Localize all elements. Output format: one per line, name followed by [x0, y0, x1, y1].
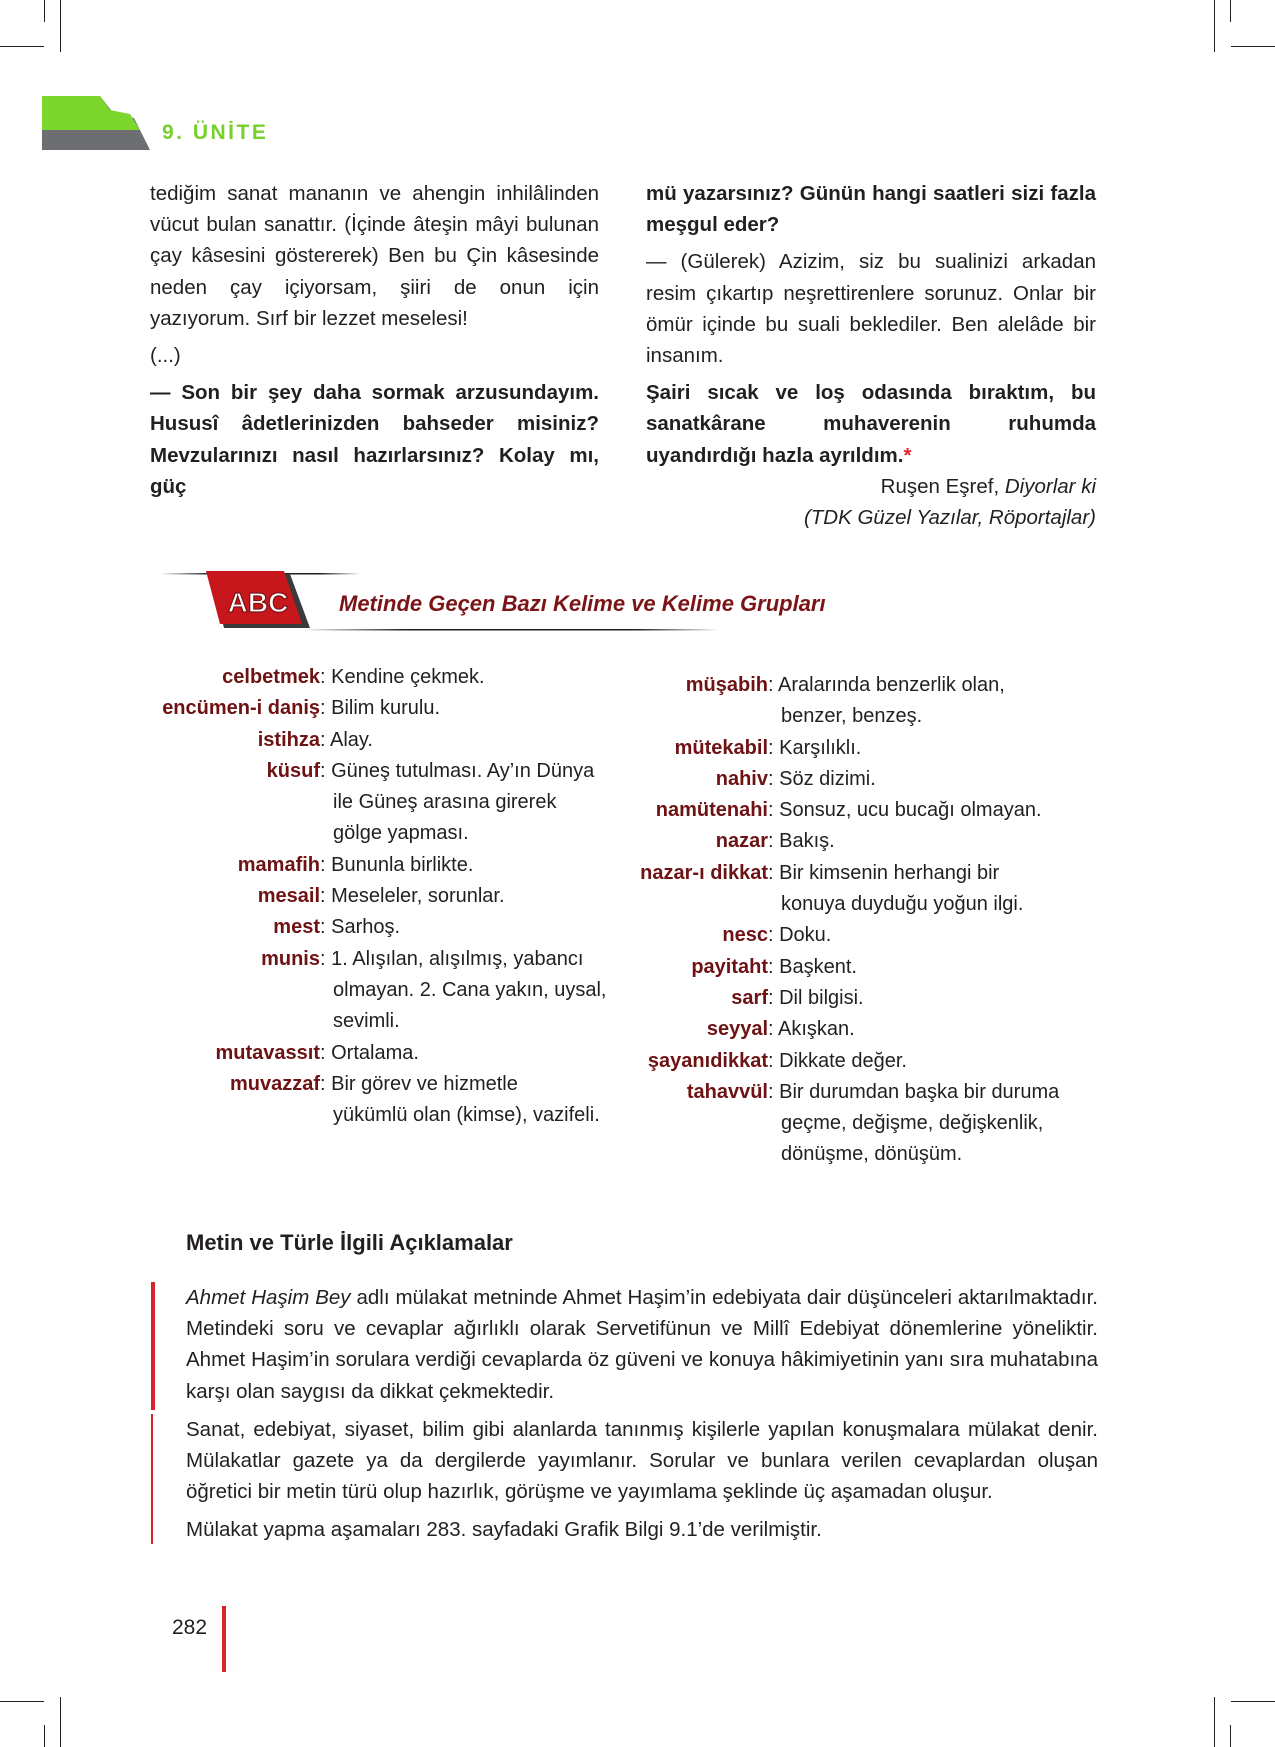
glossary-term: nesc: [722, 924, 768, 947]
explanation-body: [186, 1282, 1098, 1553]
glossary-entry: [614, 795, 1059, 826]
text-title: Ahmet Haşim Bey: [186, 1286, 351, 1309]
explanation-paragraph: [186, 1282, 1098, 1407]
glossary-definition: : Meseleler, sorunlar.: [320, 885, 505, 908]
glossary-definition: : Dikkate değer.: [768, 1049, 907, 1072]
citation-work: Diyorlar ki: [1004, 474, 1096, 498]
glossary-definition: : Sarhoş.: [320, 916, 401, 939]
explanation-paragraph: Sanat, edebiyat, siyaset, bilim gibi alanlarda tanınmış kişilerle yapılan konuşmalara mülakat denir. Mülakatlar gazete ya da dergilerde yayımlanır. Sorular ve bunlara verilen cevaplardan oluşan öğretici bir metin türü olup hazırlık, görüşme ve yayımlama şeklinde üç aşamadan oluşur.: [186, 1417, 1098, 1504]
glossary-term: payitaht: [691, 955, 768, 978]
ellipsis: (...): [150, 344, 181, 368]
glossary-definition: : Söz dizimi.: [768, 767, 876, 790]
glossary-entry: [614, 764, 1059, 795]
glossary-term: muvazzaf: [229, 1072, 320, 1095]
glossary-term: nahiv: [715, 767, 768, 790]
glossary-entry: [614, 920, 1059, 951]
glossary-definition-continued: olmayan. 2. Cana yakın, uysal,: [333, 978, 607, 1001]
footnote-star: *: [903, 443, 912, 467]
glossary-definition: : Güneş tutulması. Ay’ın Dünya: [320, 759, 595, 782]
page-number: 282: [172, 1616, 208, 1639]
closing-text: Şairi sıcak ve loş odasında bıraktım, bu sanatkârane muhaverenin ruhumda uyandırdığı hazla ayrıldım.: [646, 381, 1096, 467]
citation-author: Ruşen Eşref,: [880, 474, 1000, 498]
glossary-definition: : Akışkan.: [768, 1018, 855, 1041]
citation-author-line: [646, 471, 1096, 502]
glossary-definition-continued: konuya duyduğu yoğun ilgi.: [781, 893, 1024, 916]
glossary-definition: : Ortalama.: [320, 1041, 419, 1064]
glossary-term: istihza: [257, 728, 320, 751]
glossary-entry: [614, 1014, 1059, 1045]
glossary-term: namütenahi: [655, 799, 768, 822]
glossary-entry: [614, 983, 1059, 1014]
glossary-term: tahavvül: [686, 1080, 768, 1103]
glossary-entry: [144, 850, 606, 881]
glossary-entry: [614, 1046, 1059, 1077]
accent-bar-lower: [151, 1414, 153, 1544]
glossary-definition: : Bilim kurulu.: [320, 697, 441, 720]
glossary-term: mesail: [257, 885, 320, 908]
glossary-entry: [144, 912, 606, 943]
glossary-definition-continued: geçme, değişme, değişkenlik,: [781, 1112, 1044, 1135]
glossary-definition-continued: yükümlü olan (kimse), vazifeli.: [333, 1104, 600, 1127]
interview-question: — Son bir şey daha sormak arzusundayım. Hususî âdetlerinizden bahseder misiniz? Mevzularınızı nasıl hazırlarsınız? Kolay mı, güç: [150, 381, 599, 498]
glossary-definition: : Kendine çekmek.: [320, 666, 485, 688]
glossary-term: şayanıdikkat: [647, 1049, 768, 1072]
glossary-entry: [614, 858, 1059, 889]
glossary-definition: : Aralarında benzerlik olan,: [768, 674, 1005, 696]
citation-source-line: [646, 502, 1096, 533]
glossary-term: müşabih: [685, 674, 768, 696]
glossary-definition: : Bir kimsenin herhangi bir: [768, 861, 1000, 884]
glossary-definition: : Karşılıklı.: [768, 736, 862, 759]
page-number-bar: [222, 1606, 226, 1672]
glossary-term: küsuf: [266, 759, 320, 782]
glossary-entry: [144, 1069, 606, 1100]
left-paragraph: tediğim sanat mananın ve ahengin inhilâlinden vücut bulan sanattır. (İçinde âteşin mâyi bulunan çay kâsesini göstererek) Ben bu Çin kâsesinde neden çay içiyorsam, şiiri de onun için yazıyorum. Sırf bir lezzet meselesi!: [150, 182, 599, 330]
glossary-entry: [144, 662, 606, 693]
glossary-title: Metinde Geçen Bazı Kelime ve Kelime Grupları: [339, 591, 826, 616]
glossary-entry: [614, 733, 1059, 764]
glossary-term: mütekabil: [674, 736, 768, 759]
explanation-paragraph: Mülakat yapma aşamaları 283. sayfadaki Grafik Bilgi 9.1’de verilmiştir.: [186, 1518, 822, 1542]
glossary-entry: [144, 1038, 606, 1069]
glossary-term: seyyal: [706, 1018, 768, 1041]
glossary-definition: : Doku.: [768, 924, 832, 947]
glossary-entry: [144, 756, 606, 787]
glossary-definition: : Sonsuz, ucu bucağı olmayan.: [768, 799, 1042, 822]
glossary-definition: : Başkent.: [768, 955, 857, 978]
glossary-entry: [614, 670, 1059, 701]
glossary-definition-continued: gölge yapması.: [333, 822, 469, 845]
glossary-definition: : Dil bilgisi.: [768, 986, 864, 1009]
citation-source: (TDK Güzel Yazılar, Röportajlar): [803, 506, 1096, 530]
glossary-definition: : Bir görev ve hizmetle: [320, 1072, 518, 1095]
glossary-definition: : Alay.: [320, 728, 373, 751]
left-column: [150, 178, 599, 508]
glossary-definition: : Bir durumdan başka bir duruma: [768, 1080, 1060, 1103]
glossary-term: mamafih: [237, 853, 320, 876]
glossary-definition: : 1. Alışılan, alışılmış, yabancı: [320, 947, 584, 970]
glossary-term: celbetmek: [222, 666, 320, 688]
explanation-text: adlı mülakat metninde Ahmet Haşim’in edebiyata dair düşünceleri aktarılmaktadır. Metindeki soru ve cevaplar ağırlıklı olarak Servetifünun ve Millî Edebiyat dönemlerine yöneliktir. Ahmet Haşim’in sorulara verdiği cevaplarda öz güveni ve konuya hâkimiyetinin yanı sıra muhatabına karşı olan saygısı da dikkat çekmektedir.: [186, 1286, 1098, 1403]
glossary-term: nazar-ı dikkat: [640, 861, 768, 884]
glossary-definition: : Bununla birlikte.: [320, 853, 474, 876]
glossary-term: munis: [261, 947, 320, 970]
glossary-term: mest: [273, 916, 320, 939]
unit-tab-shape: [42, 96, 152, 150]
glossary-entry: [614, 1077, 1059, 1108]
glossary-right-list: [614, 670, 1059, 1171]
glossary-term: sarf: [731, 986, 768, 1009]
glossary-entry: [144, 693, 606, 724]
question-continuation: mü yazarsınız? Günün hangi saatleri sizi fazla meşgul eder?: [646, 182, 1096, 237]
glossary-entry: [614, 952, 1059, 983]
glossary-left-list: [144, 662, 606, 1131]
interview-answer: — (Gülerek) Azizim, siz bu sualinizi arkadan resim çıkartıp neşrettirenlere sorunuz. Onlar bir ömür içinde bu suali beklediler. Ben alelâde bir insanım.: [646, 250, 1096, 368]
glossary-term: encümen-i daniş: [162, 697, 320, 720]
glossary-definition: : Bakış.: [768, 830, 835, 853]
glossary-definition-continued: sevimli.: [333, 1010, 400, 1033]
accent-bar: [151, 1282, 155, 1410]
glossary-entry: [144, 881, 606, 912]
glossary-entry: [144, 944, 606, 975]
abc-icon: ABC: [227, 587, 289, 618]
glossary-definition-continued: benzer, benzeş.: [781, 705, 923, 728]
right-column: [646, 178, 1096, 533]
unit-label: 9. ÜNİTE: [162, 121, 269, 144]
closing-paragraph: [646, 377, 1096, 471]
glossary-entry: [614, 826, 1059, 857]
glossary-entry: [144, 725, 606, 756]
glossary-term: nazar: [715, 830, 768, 853]
glossary-definition-continued: dönüşme, dönüşüm.: [781, 1143, 963, 1166]
glossary-definition-continued: ile Güneş arasına girerek: [333, 791, 557, 814]
section-title: Metin ve Türle İlgili Açıklamalar: [186, 1230, 513, 1255]
glossary-term: mutavassıt: [215, 1041, 320, 1064]
